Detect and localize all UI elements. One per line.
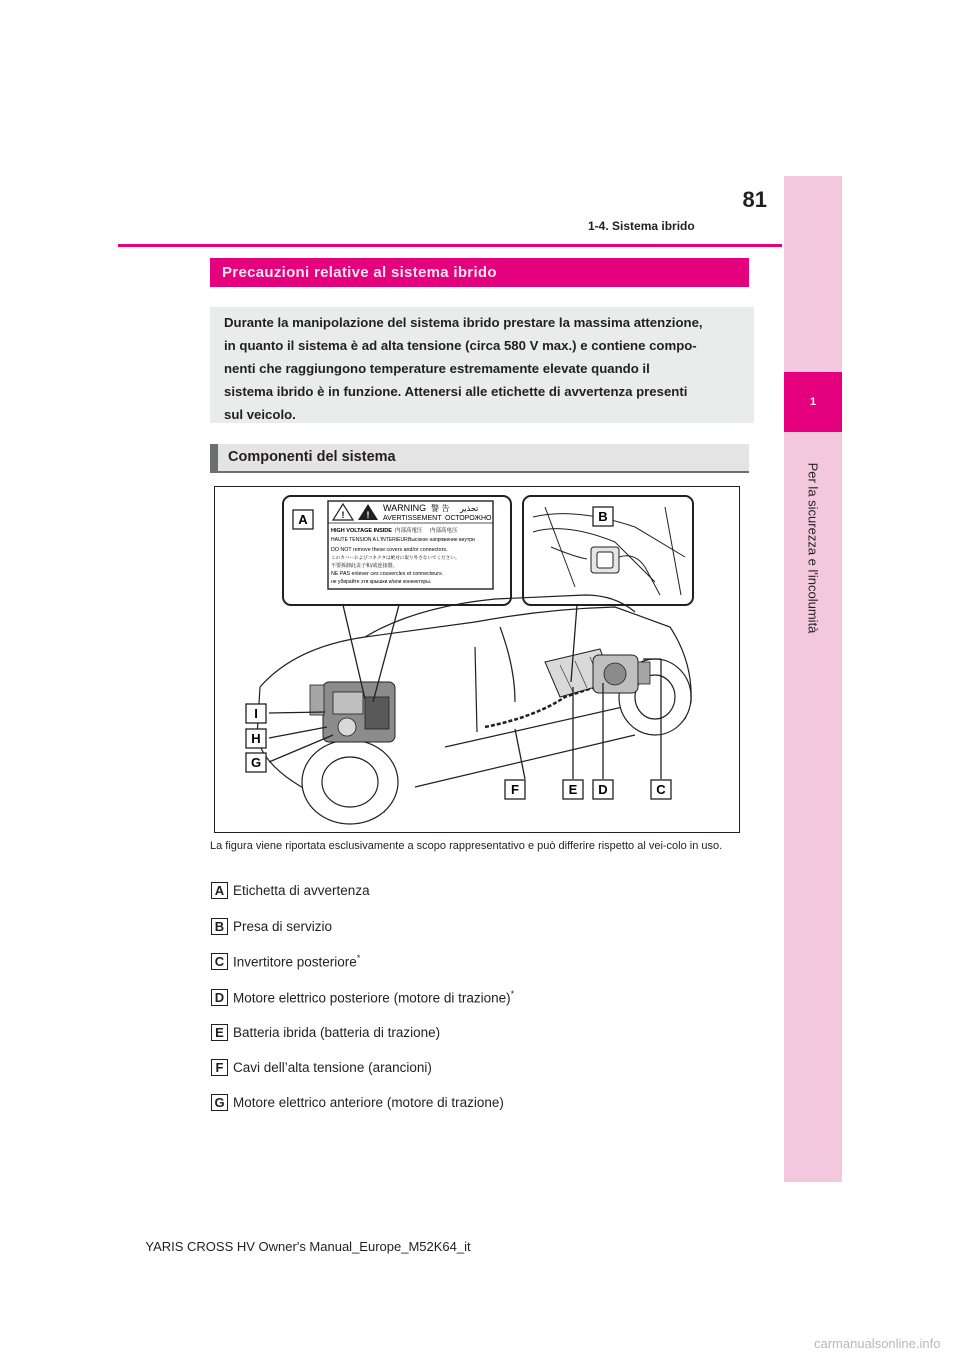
legend-label: Presa di servizio	[233, 918, 333, 934]
legend-item	[211, 880, 611, 900]
callout-i	[246, 704, 266, 723]
label-hv-jp: 内部高電圧	[395, 528, 423, 534]
callout-f	[505, 780, 525, 799]
warning-line: sistema ibrido è in funzione. Attenersi alle etichette di avvertenza presenti	[224, 384, 688, 399]
label-line-jp: このカバーおよびコネクタは絶対に取り外さないでください。	[331, 556, 460, 561]
warning-label-sticker	[328, 501, 493, 589]
label-hv-fr: HAUTE TENSION A L'INTERIEUR	[331, 537, 408, 543]
legend-label: Batteria ibrida (batteria di trazione)	[233, 1024, 441, 1040]
legend-label: Etichetta di avvertenza	[233, 882, 370, 898]
legend-letter: F	[211, 1059, 228, 1076]
legend-letter: D	[211, 989, 228, 1006]
side-tab-chapter-number[interactable]: 1	[784, 372, 842, 432]
legend-text	[233, 1095, 504, 1110]
legend-letter: C	[211, 953, 228, 970]
legend-text	[233, 953, 360, 970]
legend-letter: G	[211, 1094, 228, 1111]
label-line-ru: не убирайте эти крышки и/или коннекторы.	[331, 579, 432, 585]
side-tab-chapter-title: Per la sicurezza e l'incolumità	[805, 462, 821, 634]
callout-h	[246, 729, 266, 748]
warning-line: sul veicolo.	[224, 407, 296, 422]
legend-letter: B	[211, 918, 228, 935]
svg-text:A: A	[298, 512, 308, 527]
label-warning-ar: تحذير	[460, 504, 479, 513]
svg-text:D: D	[598, 782, 608, 797]
label-line-en: DO NOT remove these covers and/or connectors.	[331, 547, 448, 553]
vehicle-illustration	[215, 487, 740, 833]
hv-cable-illustration	[485, 687, 595, 727]
callout-g	[246, 753, 266, 772]
legend-item	[211, 1022, 611, 1042]
svg-text:G: G	[250, 755, 262, 770]
legend-label: Invertitore posteriore	[233, 954, 357, 970]
legend-text	[233, 919, 332, 934]
svg-text:E: E	[568, 782, 578, 797]
page-number: 81	[742, 187, 767, 212]
label-warning-jp: 警 告	[431, 504, 450, 513]
svg-text:I: I	[254, 706, 258, 721]
legend-text	[233, 1060, 432, 1075]
legend-letter: A	[211, 882, 228, 899]
label-warning: WARNING	[383, 503, 427, 513]
warning-line: in quanto il sistema è ad alta tensione (circa 580 V max.) e contiene compo-	[224, 338, 697, 353]
label-warning-ru: ОСТОРОЖНО	[445, 515, 492, 522]
svg-text:F: F	[511, 782, 519, 797]
side-tab-background	[784, 176, 842, 1182]
legend-text	[233, 883, 370, 898]
system-components-figure	[214, 486, 740, 833]
legend-item	[211, 1057, 611, 1077]
header-divider	[118, 244, 782, 247]
warning-line: Durante la manipolazione del sistema ibrido prestare la massima attenzione,	[224, 315, 703, 330]
callout-c	[651, 780, 671, 799]
legend-label: Motore elettrico posteriore (motore di trazione)	[233, 990, 511, 1006]
footnote-marker: *	[510, 988, 515, 999]
manual-id: YARIS CROSS HV Owner's Manual_Europe_M52K64_it	[145, 1239, 471, 1254]
legend-text	[233, 989, 514, 1006]
page-footer	[0, 1239, 960, 1254]
label-avertissement: AVERTISSEMENT	[383, 515, 442, 522]
callout-d	[593, 780, 613, 799]
figure-caption: La figura viene riportata esclusivamente a scopo rappresentativo e può differire rispetto al vei-colo in uso.	[210, 840, 723, 852]
legend-label: Cavi dell’alta tensione (arancioni)	[233, 1059, 432, 1075]
legend-text	[233, 1025, 440, 1040]
warning-line: nenti che raggiungono temperature estremamente elevate quando il	[224, 361, 650, 376]
legend-item	[211, 987, 611, 1007]
label-hv-cn: 内部高电压	[430, 528, 458, 534]
legend-item	[211, 1092, 611, 1112]
legend-letter: E	[211, 1024, 228, 1041]
label-line-fr: NE PAS enlever ces couvercles et connecteurs.	[331, 571, 444, 577]
precautions-heading: Precauzioni relative al sistema ibrido	[210, 258, 749, 287]
footnote-marker: *	[356, 952, 361, 963]
warning-box	[210, 307, 754, 423]
label-line-cn: 不要拆卸此盖子和/或连接器。	[331, 563, 398, 569]
callout-e	[563, 780, 583, 799]
legend-item	[211, 951, 611, 971]
label-hv-ru: Высокое напряжение внутри	[408, 537, 475, 543]
components-heading: Componenti del sistema	[210, 444, 749, 473]
callout-a	[293, 510, 313, 529]
watermark[interactable]: carmanualsonline.info	[814, 1336, 941, 1351]
svg-text:!: !	[366, 510, 370, 520]
callout-b	[593, 507, 613, 526]
svg-text:B: B	[598, 509, 608, 524]
label-hv-en: HIGH VOLTAGE INSIDE	[331, 528, 392, 534]
svg-text:C: C	[656, 782, 666, 797]
legend-label: Motore elettrico anteriore (motore di trazione)	[233, 1094, 504, 1110]
svg-text:H: H	[251, 731, 261, 746]
section-header: 1-4. Sistema ibrido	[588, 219, 695, 233]
legend-item	[211, 916, 611, 936]
svg-text:!: !	[341, 510, 345, 520]
